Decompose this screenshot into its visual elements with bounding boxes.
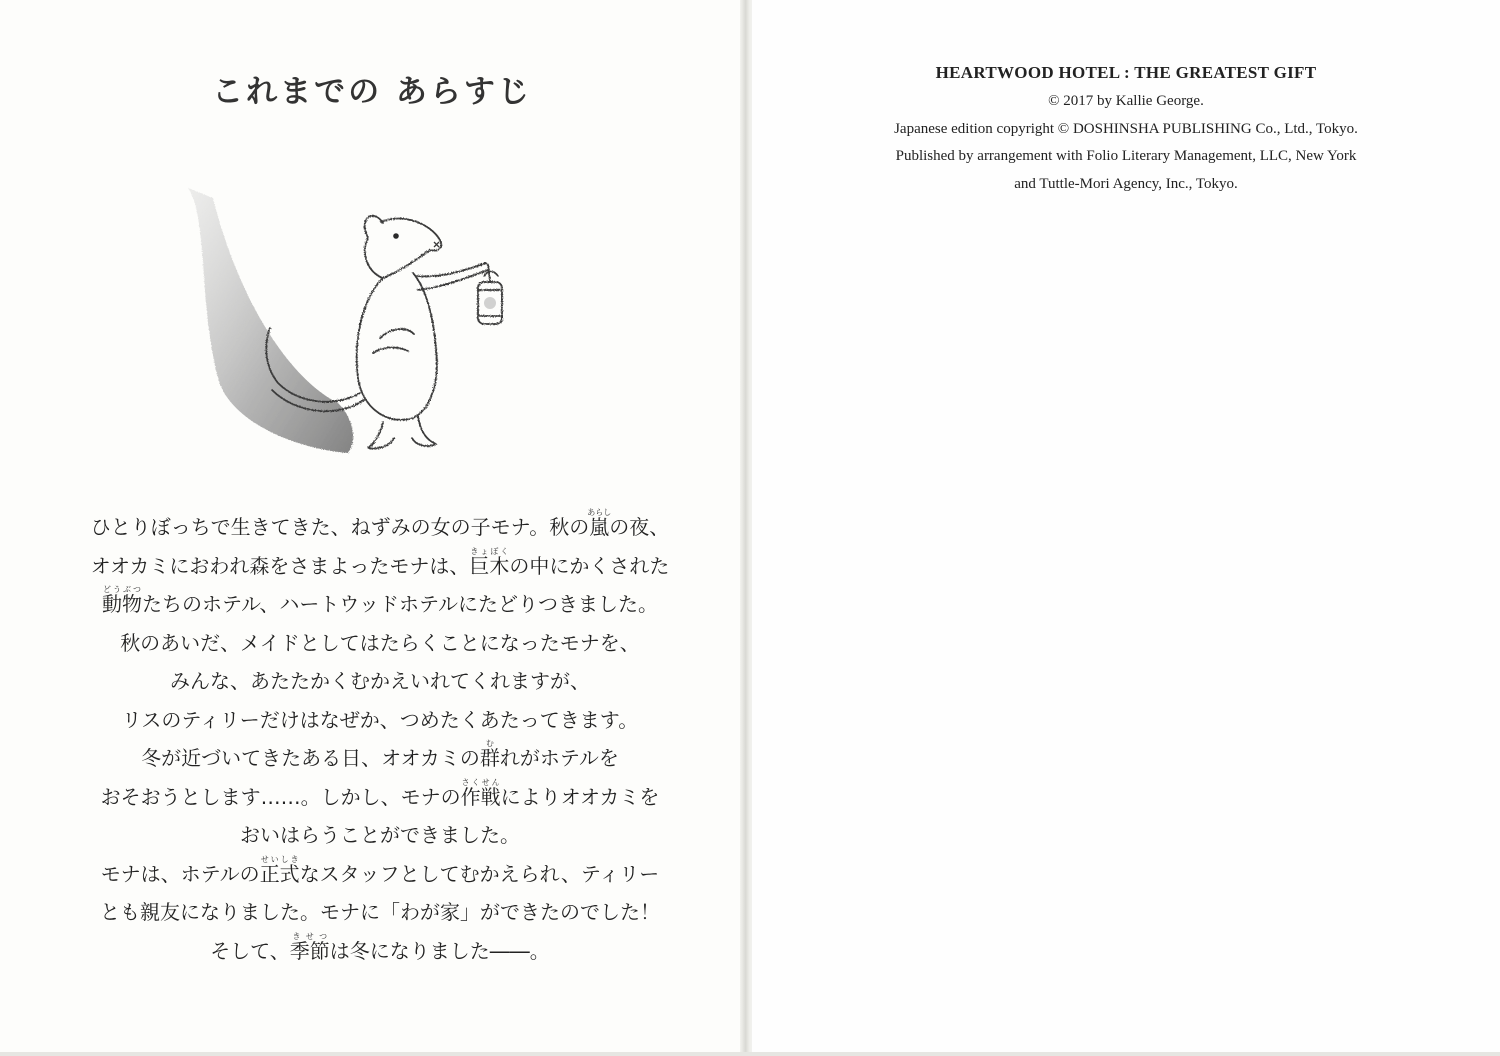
synopsis-line	[60, 778, 700, 817]
furigana: む	[479, 739, 500, 748]
ruby-word: 季節きせつ	[289, 931, 330, 963]
text-segment: 秋のあいだ、メイドとしてはたらくことになったモナを、	[120, 630, 640, 655]
synopsis-line	[60, 547, 700, 586]
text-segment: によりオオカミを	[500, 784, 660, 809]
original-title: HEARTWOOD HOTEL : THE GREATEST GIFT	[935, 63, 1317, 82]
ruby-word: 作戦さくせん	[460, 777, 501, 809]
synopsis-line	[60, 508, 700, 547]
text-segment: れがホテルを	[499, 746, 619, 770]
furigana: あらし	[587, 508, 612, 517]
published-by-line: Published by arrangement with Folio Literary Management, LLC, New York	[895, 148, 1357, 164]
text-segment: オオカミにおわれ森をさまよったモナは、	[90, 553, 470, 578]
ruby-word: 巨木きょぼく	[469, 546, 510, 578]
text-segment: おそおうとします……。しかし、モナの	[100, 784, 461, 809]
left-page	[0, 0, 744, 1056]
text-segment: モナは、ホテルの	[100, 861, 260, 886]
page-bottom-edge	[0, 1052, 1500, 1056]
text-segment: 冬が近づいてきたある日、オオカミの	[141, 746, 480, 770]
ruby-word: 嵐あらし	[587, 508, 612, 539]
ruby-word: 群む	[479, 739, 500, 770]
japanese-edition-line: Japanese edition copyright © DOSHINSHA PUBLISHING Co., Ltd., Tokyo.	[894, 120, 1358, 137]
copyright-line: © 2017 by Kallie George.	[1048, 93, 1204, 109]
text-segment: みんな、あたたかくむかえいれてくれますが、	[170, 669, 590, 693]
synopsis-line	[60, 624, 700, 663]
synopsis-line	[60, 739, 700, 778]
synopsis-text	[60, 508, 700, 970]
text-segment: たちのホテル、ハートウッドホテルにたどりつきました。	[142, 592, 658, 616]
mouse-illustration-svg	[168, 178, 538, 468]
synopsis-line	[60, 932, 700, 971]
text-segment: おいはらうことができました。	[240, 823, 520, 847]
text-segment: なスタッフとしてむかえられ、ティリー	[299, 861, 660, 886]
synopsis-line	[60, 585, 700, 624]
page-title: これまでの あらすじ	[212, 74, 532, 110]
synopsis-line	[60, 855, 700, 894]
text-segment: ひとりぼっちで生きてきた、ねずみの女の子モナ。秋の	[90, 515, 590, 539]
ruby-word: 動物どうぶつ	[102, 585, 142, 616]
furigana: さくせん	[460, 777, 501, 787]
agency-line: and Tuttle-Mori Agency, Inc., Tokyo.	[1014, 175, 1238, 192]
ruby-word: 正式せいしき	[259, 854, 300, 886]
furigana: どうぶつ	[102, 585, 142, 594]
text-segment: リスのティリーだけはなぜか、つめたくあたってきます。	[121, 707, 639, 732]
synopsis-line	[60, 893, 700, 932]
mouse-with-lantern-illustration	[168, 178, 538, 468]
copyright-block	[752, 58, 1500, 198]
synopsis-line	[60, 662, 700, 701]
right-page	[752, 0, 1500, 1056]
furigana: せいしき	[259, 854, 300, 864]
synopsis-line	[60, 816, 700, 855]
text-segment: の夜、	[609, 515, 670, 539]
synopsis-line	[60, 701, 700, 740]
text-segment: とも親友になりました。モナに「わが家」ができたのでした！	[100, 900, 660, 924]
furigana: きょぼく	[469, 546, 510, 556]
text-segment: そして、	[210, 938, 290, 963]
text-segment: は冬になりました――。	[329, 938, 550, 963]
text-segment: の中にかくされた	[509, 553, 670, 578]
furigana: きせつ	[289, 931, 330, 941]
